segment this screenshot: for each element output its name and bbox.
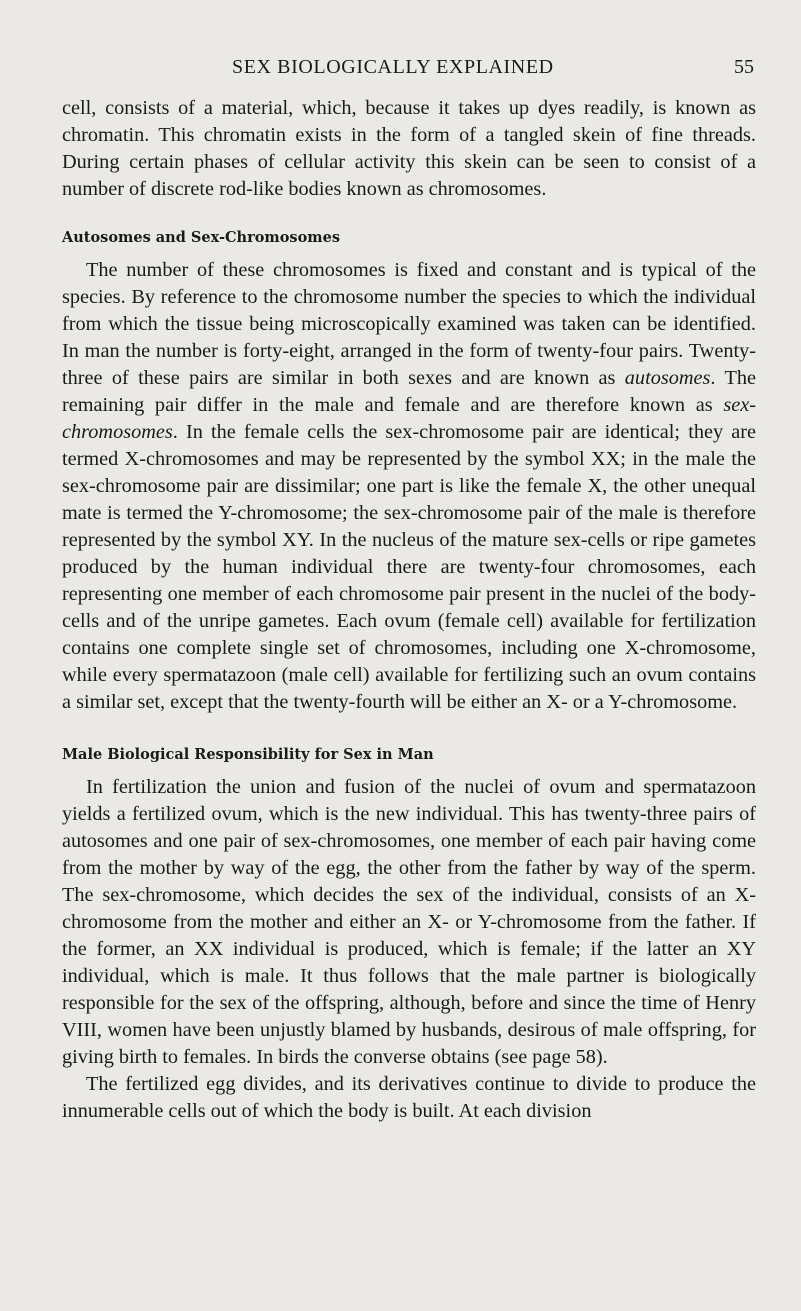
paragraph-fertilization: In fertilization the union and fusion of the nuclei of ovum and spermatazoon yields a fertilized ovum, which is the new individual. This has twenty-three pairs of autosomes and one pair of sex-chromosomes, one member of each pair having come from the mother by way of the egg, the other from the father by way of the sperm. The sex-chromosome, which decides the sex of the individual, consists of an X-chromosome from the mother and either an X- or Y-chromosome from the father. If the former, an XX individual is produced, which is female; if the latter an XY individual, which is male. It thus follows that the male partner is biologically responsible for the sex of the offspring, although, before and since the time of Henry VIII, women have been unjustly blamed by husbands, desirous of male offspring, for giving birth to females. In birds the converse obtains (see page 58).	[62, 776, 756, 1068]
paragraph-chromatin: cell, consists of a material, which, because it takes up dyes readily, is known as chromatin. This chromatin exists in the form of a tangled skein of fine threads. During certain phases of cellular activity this skein can be seen to consist of a number of discrete rod-like bodies known as chromosomes.	[62, 97, 756, 200]
paragraph-egg-division: The fertilized egg divides, and its derivatives continue to divide to produce the innumerable cells out of which the body is built. At each division	[62, 1073, 756, 1122]
page-body	[62, 95, 756, 1125]
page-number: 55	[734, 56, 754, 78]
running-title: SEX BIOLOGICALLY EXPLAINED	[232, 56, 554, 78]
page-header	[0, 56, 801, 82]
text-run: . The remaining pair differ in the male and female and are therefore known as	[62, 367, 756, 416]
text-run: The number of these chromosomes is fixed and constant and is typical of the species. By reference to the chromosome number the species to which the individual from which the tissue being microscopically examined was taken can be identified. In man the number is forty-eight, arranged in the form of twenty-four pairs. Twenty-three of these pairs are similar in both sexes and are known as	[62, 259, 756, 389]
term-sex-chromosomes: sex-chromosomes	[62, 394, 756, 443]
section-heading-male-responsibility: Male Biological Responsibility for Sex in Man	[62, 746, 434, 763]
section-heading-autosomes: Autosomes and Sex-Chromosomes	[62, 229, 340, 246]
paragraph-autosomes	[62, 257, 756, 716]
term-autosomes: autosomes	[624, 367, 711, 389]
text-run: . In the female cells the sex-chromosome pair are identical; they are termed X-chromosomes and may be represented by the symbol XX; in the male the sex-chromosome pair are dissimilar; one part is like the female X, the other unequal mate is termed the Y-chromosome; the sex-chromosome pair of the male is therefore represented by the symbol XY. In the nucleus of the mature sex-cells or ripe gametes produced by the human individual there are twenty-four chromosomes, each representing one member of each chromosome pair present in the nuclei of the body-cells and of the unripe gametes. Each ovum (female cell) available for fertilization contains one complete single set of chromosomes, including one X-chromosome, while every spermatazoon (male cell) available for fertilizing such an ovum contains a similar set, except that the twenty-fourth will be either an X- or a Y-chromosome.	[62, 421, 756, 713]
